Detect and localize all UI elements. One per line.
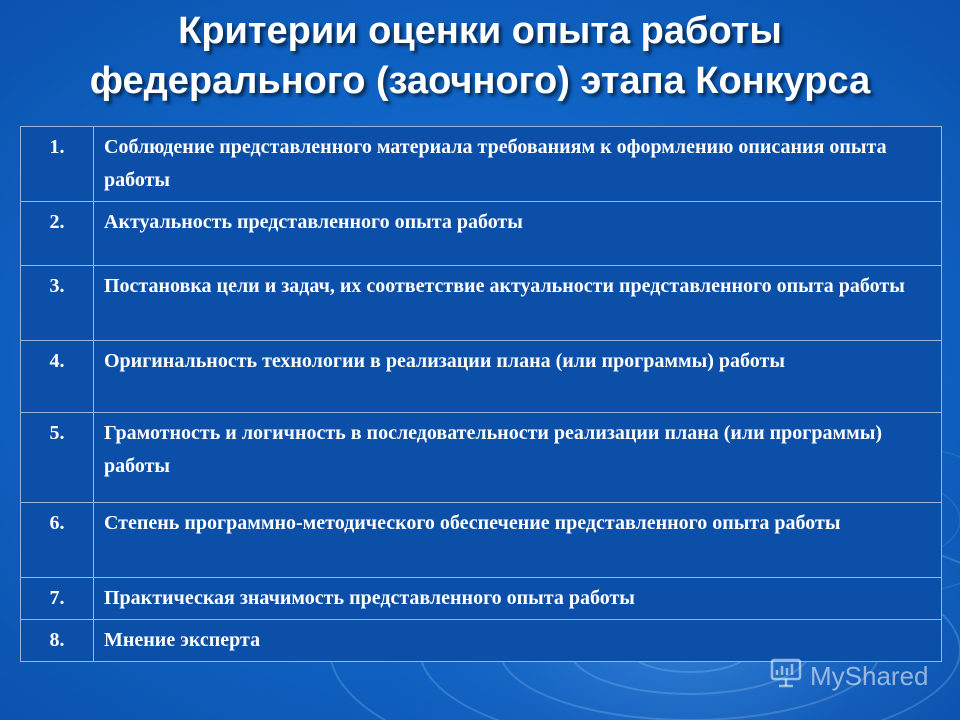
criterion-text: Грамотность и логичность в последовательности реализации плана (или программы) работы: [94, 413, 942, 503]
criterion-number: 1.: [21, 127, 94, 202]
table-row: [21, 341, 942, 413]
criterion-text: Степень программно-методического обеспечение представленного опыта работы: [94, 503, 942, 578]
criterion-text: Актуальность представленного опыта работы: [94, 202, 942, 266]
table-row: [21, 503, 942, 578]
criterion-number: 6.: [21, 503, 94, 578]
watermark: [768, 656, 929, 696]
criterion-number: 5.: [21, 413, 94, 503]
criterion-number: 4.: [21, 341, 94, 413]
criterion-text: Соблюдение представленного материала требованиям к оформлению описания опыта работы: [94, 127, 942, 202]
criterion-text: Оригинальность технологии в реализации плана (или программы) работы: [94, 341, 942, 413]
table-row: [21, 266, 942, 341]
table-row: [21, 413, 942, 503]
criterion-text: Практическая значимость представленного опыта работы: [94, 578, 942, 620]
criterion-number: 3.: [21, 266, 94, 341]
criterion-number: 8.: [21, 620, 94, 662]
presentation-board-icon: [768, 655, 804, 698]
criteria-table: [20, 126, 942, 662]
table-row: [21, 202, 942, 266]
table-row: [21, 127, 942, 202]
criterion-text: Постановка цели и задач, их соответствие актуальности представленного опыта работы: [94, 266, 942, 341]
slide-title-line-1: Критерии оценки опыта работы: [178, 10, 782, 52]
criterion-number: 7.: [21, 578, 94, 620]
criterion-text: Мнение эксперта: [94, 620, 942, 662]
slide-title: [0, 6, 960, 106]
table-row: [21, 578, 942, 620]
watermark-text: MyShared: [810, 660, 929, 691]
slide-title-line-2: федерального (заочного) этапа Конкурса: [89, 60, 871, 102]
criterion-number: 2.: [21, 202, 94, 266]
